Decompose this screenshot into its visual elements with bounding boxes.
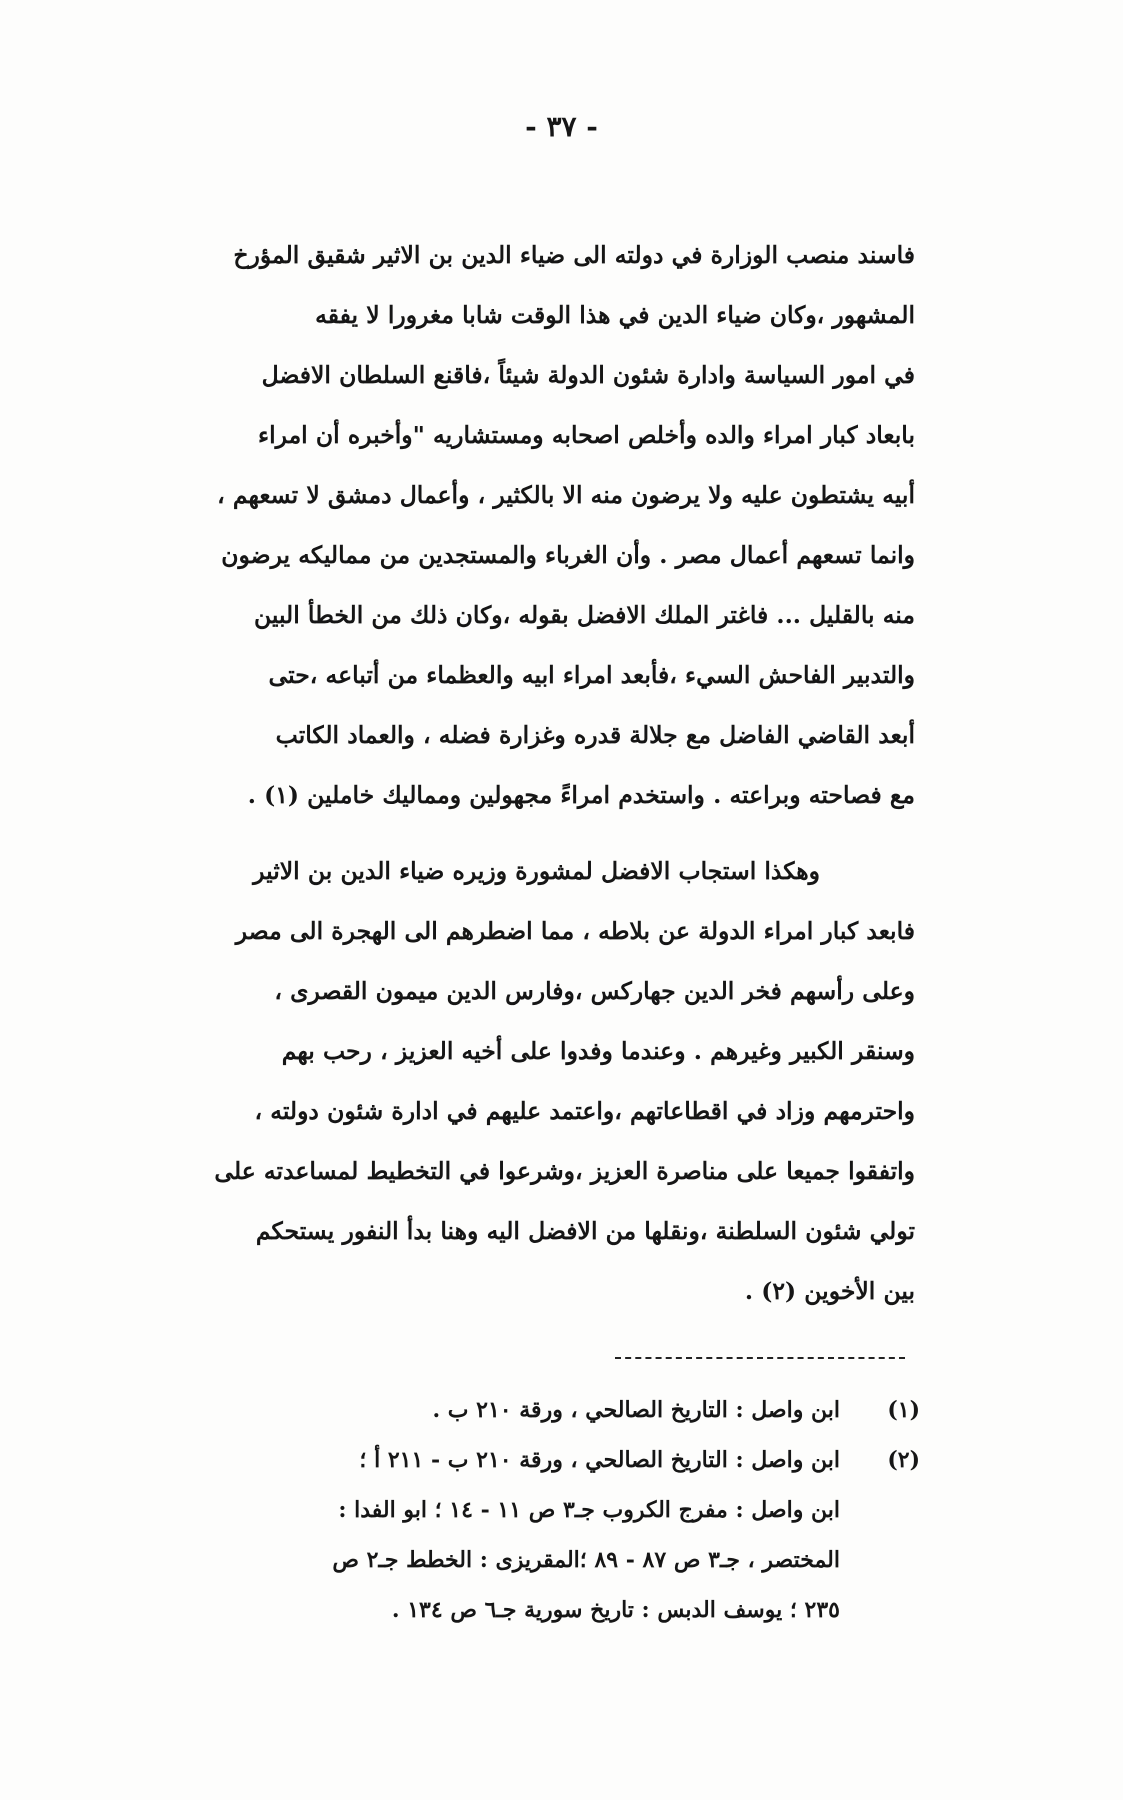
text-line: منه بالقليل ... فاغتر الملك الافضل بقوله ،وكان ذلك من الخطأ البين [253, 601, 915, 629]
text-line: واتفقوا جميعا على مناصرة العزيز ،وشرعوا في التخطيط لمساعدته على [214, 1157, 915, 1185]
text-line: فابعد كبار امراء الدولة عن بلاطه ، مما اضطرهم الى الهجرة الى مصر [235, 917, 915, 945]
footnote-continuation: المختصر ، جـ٣ ص ٨٧ - ٨٩ ؛المقريزى : الخطط جـ٢ ص [332, 1547, 840, 1573]
footnote-continuation: ابن واصل : مفرج الكروب جـ٣ ص ١١ - ١٤ ؛ ابو الفدا : [338, 1497, 840, 1523]
footnote-continuation: ٢٣٥ ؛ يوسف الدبس : تاريخ سورية جـ٦ ص ١٣٤ . [391, 1597, 840, 1623]
text-line: أبعد القاضي الفاضل مع جلالة قدره وغزارة فضله ، والعماد الكاتب [275, 721, 915, 749]
text-line: بابعاد كبار امراء والده وأخلص اصحابه ومستشاريه "وأخبره أن امراء [258, 421, 915, 449]
footnote-divider [615, 1357, 905, 1359]
text-line: وسنقر الكبير وغيرهم . وعندما وفدوا على أخيه العزيز ، رحب بهم [281, 1037, 915, 1065]
text-line: والتدبير الفاحش السيء ،فأبعد امراء ابيه والعظماء من أتباعه ،حتى [268, 661, 915, 689]
text-line: تولي شئون السلطنة ،ونقلها من الافضل اليه وهنا بدأ النفور يستحكم [255, 1217, 915, 1245]
footnote-1 [160, 1385, 920, 1435]
text-line: بين الأخوين (٢) . [744, 1277, 915, 1305]
paragraph-gap [155, 825, 915, 841]
text-line: المشهور ،وكان ضياء الدين في هذا الوقت شابا مغرورا لا يفقه [315, 301, 915, 329]
footnote-text: ابن واصل : التاريخ الصالحي ، ورقة ٢١٠ ب - ٢١١ أ ؛ [359, 1447, 840, 1473]
text-line: وهكذا استجاب الافضل لمشورة وزيره ضياء الدين بن الاثير [253, 857, 820, 885]
footnotes [160, 1385, 920, 1635]
text-line: وانما تسعهم أعمال مصر . وأن الغرباء والمستجدين من مماليكه يرضون [221, 541, 915, 569]
text-line: وعلى رأسهم فخر الدين جهاركس ،وفارس الدين ميمون القصرى ، [274, 977, 915, 1005]
footnote-number: (١) [887, 1397, 920, 1423]
footnote-number: (٢) [887, 1447, 920, 1473]
text-line: فاسند منصب الوزارة في دولته الى ضياء الدين بن الاثير شقيق المؤرخ [233, 241, 915, 269]
text-line: في امور السياسة وادارة شئون الدولة شيئاً ،فاقنع السلطان الافضل [261, 361, 915, 389]
footnote-2 [160, 1435, 920, 1485]
page-number: - ٣٧ - [525, 110, 598, 143]
body-text [155, 225, 915, 1321]
text-line: مع فصاحته وبراعته . واستخدم امراءً مجهولين ومماليك خاملين (١) . [247, 781, 915, 809]
footnote-text: ابن واصل : التاريخ الصالحي ، ورقة ٢١٠ ب . [432, 1397, 840, 1423]
text-line: واحترمهم وزاد في اقطاعاتهم ،واعتمد عليهم في ادارة شئون دولته ، [254, 1097, 915, 1125]
text-line: أبيه يشتطون عليه ولا يرضون منه الا بالكثير ، وأعمال دمشق لا تسعهم ، [217, 481, 915, 509]
